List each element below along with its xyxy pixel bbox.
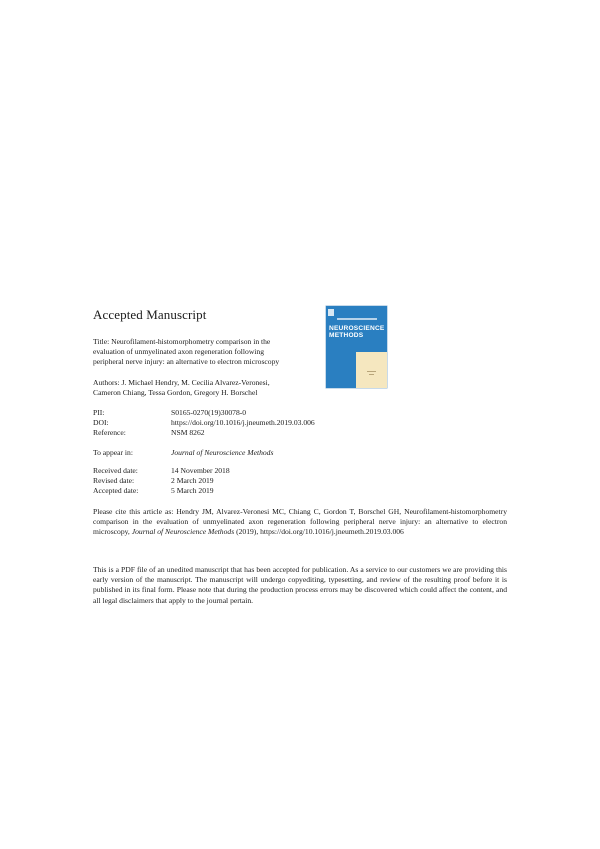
citation-journal: Journal of Neuroscience Methods xyxy=(131,527,235,537)
cover-title-line-2: METHODS xyxy=(329,332,364,339)
article-title xyxy=(93,337,318,367)
pdf-notice-paragraph: This is a PDF file of an unedited manuscript that has been accepted for publication. As a service to our customers we are providing this early version of the manuscript. The manuscript will undergo copyediting, typesetting, and review of the resulting proof before it is published in its final form. Please note that during the production process errors may be discovered which could affect the content, and all legal disclaimers that apply to the journal pertain. xyxy=(93,565,507,605)
title-line: peripheral nerve injury: an alternative to electron microscopy xyxy=(93,357,280,366)
citation-text: Please cite this article as: Hendry JM, Alvarez-Veronesi MC, Chiang C, Gordon T, Borschel GH, Neurofilament-histomorphometry comparison in the evaluation of unmyelinated axon regeneration following peripheral nerve injury: an alternative to electron microscopy, xyxy=(93,507,507,537)
journal-cover-image xyxy=(326,306,387,388)
authors-line: Authors: J. Michael Hendry, M. Cecilia Alvarez-Veronesi, xyxy=(93,378,270,387)
received-value: 14 November 2018 xyxy=(171,466,230,475)
authors-line: Cameron Chiang, Tessa Gordon, Gregory H. Borschel xyxy=(93,388,258,397)
citation-paragraph xyxy=(93,507,507,538)
received-label: Received date: xyxy=(93,466,138,475)
cover-panel xyxy=(356,352,387,388)
journal-name: Journal of Neuroscience Methods xyxy=(171,448,274,457)
cover-title xyxy=(329,325,387,339)
accepted-value: 5 March 2019 xyxy=(171,486,214,495)
reference-label: Reference: xyxy=(93,428,126,437)
cover-title-line-1: NEUROSCIENCE xyxy=(329,325,385,332)
doi-label: DOI: xyxy=(93,418,109,427)
page-heading: Accepted Manuscript xyxy=(93,307,207,322)
title-line: evaluation of unmyelinated axon regeneration following xyxy=(93,347,265,356)
publisher-logo-icon xyxy=(328,309,334,316)
title-line: Title: Neurofilament-histomorphometry comparison in the xyxy=(93,337,271,346)
reference-value: NSM 8262 xyxy=(171,428,205,437)
appear-label: To appear in: xyxy=(93,448,133,457)
accepted-label: Accepted date: xyxy=(93,486,139,495)
revised-value: 2 March 2019 xyxy=(171,476,214,485)
citation-tail: (2019), https://doi.org/10.1016/j.jneumeth.2019.03.006 xyxy=(234,527,404,537)
pii-value: S0165-0270(19)30078-0 xyxy=(171,408,247,417)
doi-link[interactable]: https://doi.org/10.1016/j.jneumeth.2019.03.006 xyxy=(171,418,315,427)
article-authors xyxy=(93,378,318,398)
cover-subtitle-bar xyxy=(337,318,377,320)
pii-label: PII: xyxy=(93,408,105,417)
revised-label: Revised date: xyxy=(93,476,135,485)
